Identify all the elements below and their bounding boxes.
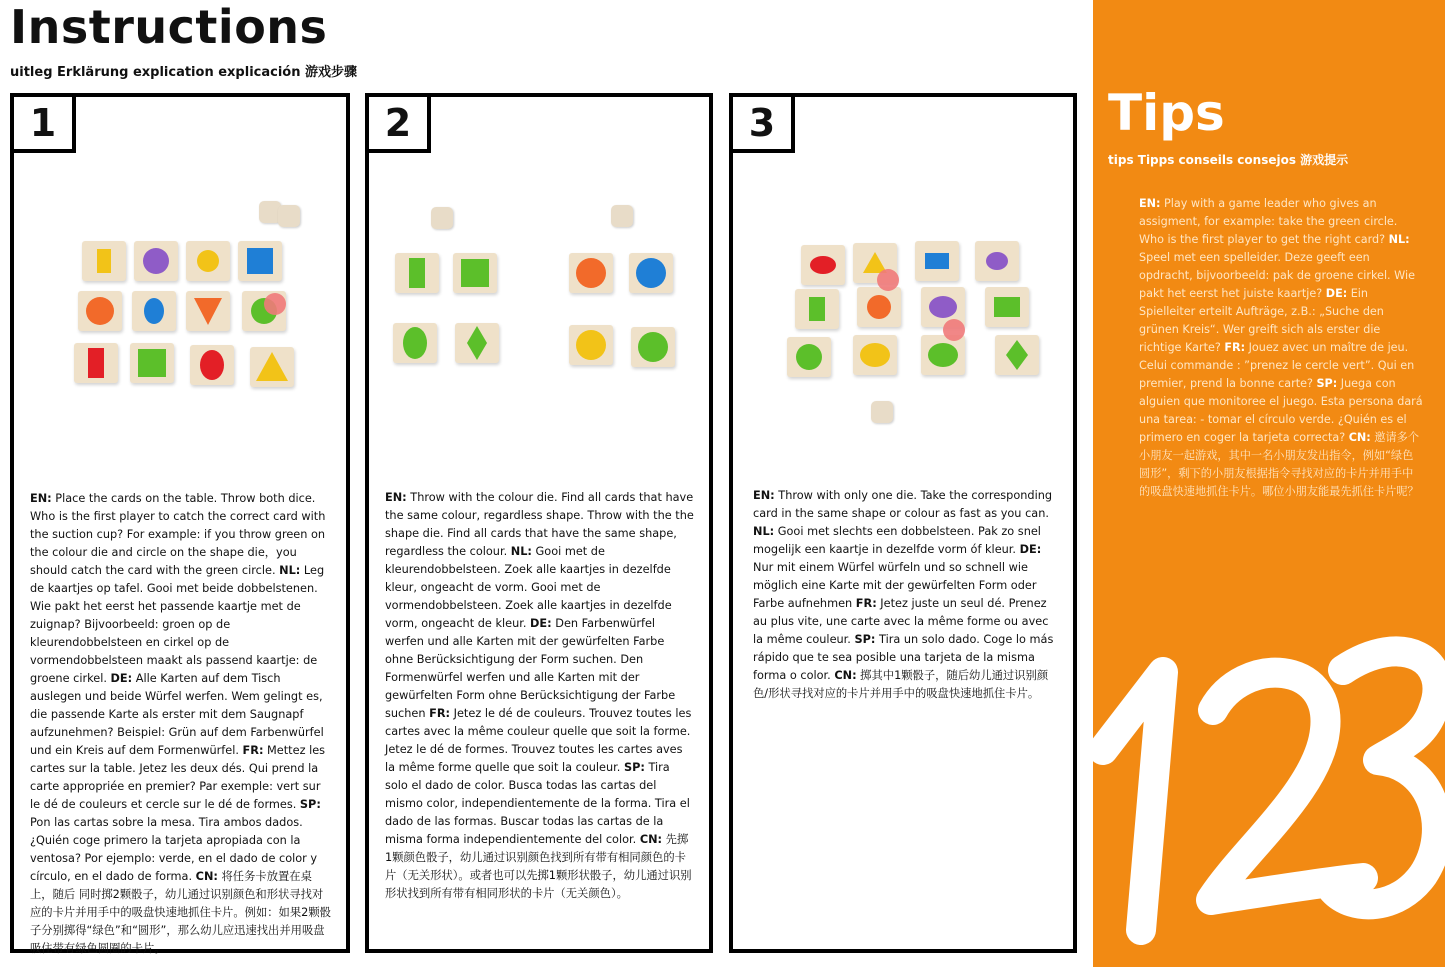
step-number-2: 2	[365, 93, 431, 153]
card-red-oval	[190, 345, 234, 385]
card-red-rectangle	[74, 343, 118, 383]
card-orange-circle	[857, 287, 901, 327]
step-number-1: 1	[10, 93, 76, 153]
page-subtitle: uitleg Erklärung explication explicación 游戏步骤	[10, 65, 358, 80]
card-red-oval	[801, 245, 845, 285]
shape-die	[611, 205, 633, 227]
card-green-oval	[393, 323, 437, 363]
step-panel-3	[729, 93, 1077, 953]
card-blue-circle	[132, 291, 176, 331]
card-green-circle	[631, 327, 675, 367]
card-yellow-circle	[186, 241, 230, 281]
card-yellow-rectangle	[82, 241, 126, 281]
card-yellow-circle	[853, 335, 897, 375]
shape-die	[278, 205, 300, 227]
step-number-3: 3	[729, 93, 795, 153]
card-purple-circle	[134, 241, 178, 281]
card-green-square	[130, 343, 174, 383]
game-photo-2	[369, 97, 709, 487]
tips-title: Tips	[1108, 84, 1225, 142]
page-title: Instructions	[10, 0, 328, 54]
step-panel-2	[365, 93, 713, 953]
card-yellow-triangle	[250, 347, 294, 387]
card-green-square	[985, 287, 1029, 327]
card-green-diamond	[995, 335, 1039, 375]
step-text-1: EN: Place the cards on the table. Throw both dice. Who is the first player to catch the correct card with the suction cup? For example: if you throw green on the colour die and circle on the shape die，you should catch the card with the green circle. NL: Leg de kaartjes op tafel. Gooi met beide dobbelstenen. Wie pakt het eerst het passende kaartje met de zuignap? Bijvoorbeeld: groen op de kleurendobbelsteen en cirkel op de vormendobbelsteen maakt als passend kaartje: de groene cirkel. DE: Alle Karten auf dem Tisch auslegen und beide Würfel werfen. Wem gelingt es, die passende Karte als erster mit dem Saugnapf aufzunehmen? Beispiel: Grün auf dem Farbenwürfel und ein Kreis auf dem Formenwürfel. FR: Mettez les cartes sur la table. Jetez les deux dés. Qui prend la carte appropriée en premier? Par exemple: vert sur le dé de couleurs et cercle sur le dé de formes. SP: Pon las cartas sobre la mesa. Tira ambos dados. ¿Quién coge primero la tarjeta apropiada con la ventosa? Por ejemplo: verde, en el dado de color y círculo, en el dado de forma. CN: 将任务卡放置在桌上，随后 同时掷2颗骰子，幼儿通过识别颜色和形状寻找对应的卡片并用手中的吸盘快速地抓住卡片。例如：如果2颗骰子分别掷得“绿色”和“圆形”，那么幼儿应迅速找出并用吸盘吸住带有绿色圆圈的卡片。	[30, 492, 331, 955]
game-photo-1	[14, 97, 346, 487]
card-green-circle	[921, 335, 965, 375]
card-orange-triangle	[186, 291, 230, 331]
card-green-square	[453, 253, 497, 293]
brush-123-graphic	[1093, 600, 1445, 967]
suction-cup	[264, 293, 286, 315]
card-blue-rectangle	[915, 241, 959, 281]
step-text-3: EN: Throw with only one die. Take the corresponding card in the same shape or colour as fast as you can. NL: Gooi met slechts een dobbelsteen. Pak zo snel mogelijk een kaartje in dezelfde vorm óf kleur. DE: Nur mit einem Würfel würfeln und so schnell wie möglich eine Karte mit der gewürfelten Form oder Farbe aufnehmen FR: Jetez juste un seul dé. Prenez au plus vite, une carte avec la même forme ou avec la même couleur. SP: Tira un solo dado. Coge lo más rápido que te sea posible una tarjeta de la misma forma o color. CN: 掷其中1颗骰子，随后幼儿通过识别颜色/形状寻找对应的卡片并用手中的吸盘快速地抓住卡片。	[753, 489, 1054, 700]
game-photo-3	[733, 97, 1073, 487]
card-green-circle	[787, 337, 831, 377]
shape-die	[871, 401, 893, 423]
tips-text: EN: Play with a game leader who gives an assigment, for example: take the green circle. Who is the first player to get the right card? NL: Speel met een spelleider. Deze geeft een opdracht, bijvoorbeeld: pak de groene cirkel. Wie pakt het eerst het juiste kaartje? DE: Ein Spielleiter erteilt Aufträge, z.B.: „Suche den grünen Kreis“. Wer greift sich als erster die richtige Karte? FR: Jouez avec un maître de jeu. Celui commande : ”prenez le cercle vert”. Qui en premier, prend la bonne carte? SP: Juega con alguien que monitoree el juego. Esta persona dará una tarea: - tomar el círculo verde. ¿Quién es el primero en coger la tarjeta correcta? CN: 邀请多个小朋友一起游戏，其中一名小朋友发出指令，例如“绿色圆形”，剩下的小朋友根据指令寻找对应的卡片并用手中的吸盘快速地抓住卡片。哪位小朋友能最先抓住卡片呢？	[1139, 197, 1423, 498]
tips-panel	[1093, 0, 1445, 967]
card-yellow-circle	[569, 325, 613, 365]
color-die	[431, 207, 453, 229]
step-text-2: EN: Throw with the colour die. Find all cards that have the same colour, regardless shape. Throw with the the shape die. Find all cards that have the same shape, regardless the colour. NL: Gooi met de kleurendobbelsteen. Zoek alle kaartjes in dezelfde kleur, ongeacht de vorm. Gooi met de vormendobbelsteen. Zoek alle kaartjes in dezelfde vorm, ongeacht de kleur. DE: Den Farbenwürfel werfen und alle Karten mit der gewürfelten Farbe ohne Berücksichtigung der Form suchen. Den Formenwürfel werfen und alle Karten mit der gewürfelten Form ohne Berücksichtigung der Farbe suchen FR: Jetez le dé de couleurs. Trouvez toutes les cartes avec la même couleur quelle que soit la forme. Jetez le dé de formes. Trouvez toutes les cartes aves la même forme quelle que soit la couleur. SP: Tira solo el dado de color. Busca todas las cartas del mismo color, independientemente de la forma. Tira el dado de las formas. Buscar todas las cartas de la misma forma independientemente del color. CN: 先掷1颗颜色骰子，幼儿通过识别颜色找到所有带有相同颜色的卡片（无关形状）。或者也可以先掷1颗形状骰子，幼儿通过识别形状找到所有带有相同形状的卡片（无关颜色）。	[385, 491, 694, 900]
card-purple-circle	[975, 241, 1019, 281]
card-green-rectangle	[395, 253, 439, 293]
suction-cup	[943, 319, 965, 341]
card-blue-circle	[629, 253, 673, 293]
tips-subtitle: tips Tipps conseils consejos 游戏提示	[1108, 153, 1349, 167]
step-panel-1	[10, 93, 350, 953]
card-orange-circle	[78, 291, 122, 331]
card-orange-circle	[569, 253, 613, 293]
card-green-rectangle	[795, 289, 839, 329]
suction-cup	[877, 269, 899, 291]
card-green-diamond	[455, 323, 499, 363]
card-blue-square	[238, 241, 282, 281]
